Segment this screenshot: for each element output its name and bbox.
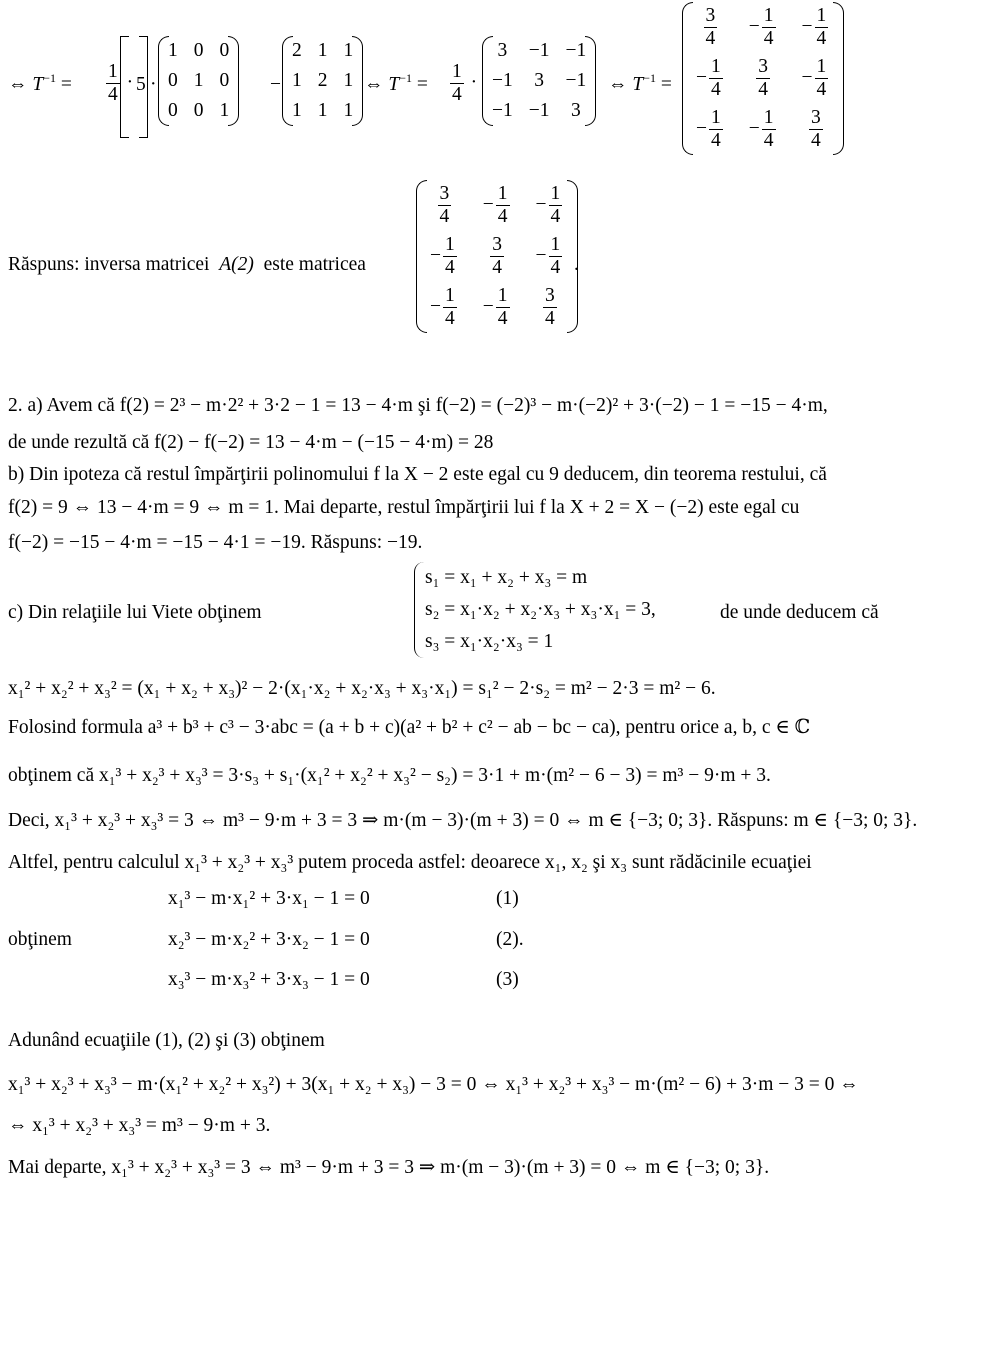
matrix-cell: − $\frac{1}{4}$ [430,234,455,278]
viete-system [414,562,656,658]
raspuns-text: Răspuns: inversa matricei A(2) este matricea [8,254,366,275]
matrix-cell: 2 [317,70,328,91]
matrix-cell: 1 [292,70,302,91]
matrix-cell: 0 [219,40,230,61]
matrix-cell: 3 [534,70,544,91]
line-adunand: Adunând ecuaţiile (1), (2) şi (3) obţinem [8,1030,325,1051]
matrix-cell: − $\frac{1}{4}$ [748,5,774,49]
matrix-cell: $\frac{3}{4}$ [545,285,555,329]
line-2a: 2. a) Avem că f(2) = 2³ − m·2² + 3·2 − 1 = 13 − 4·m şi f(−2) = (−2)³ − m·(−2)² + 3·(−2) − 1 = −15 − 4·m, [8,395,828,416]
line-2b-cont: f(2) = 9 ⇔ 13 − 4·m = 9 ⇔ m = 1. Mai departe, restul împărţirii lui f la X + 2 = X − (−2) este egal cu [8,497,800,518]
matrix-cell: −1 [528,100,550,121]
matrix-cell: 1 [343,70,354,91]
eq-2: x₂³ − m·x₂² + 3·x₂ − 1 = 0 [168,929,370,950]
matrix-cell: − $\frac{1}{4}$ [696,107,721,151]
matrix-cell: −1 [492,100,513,121]
iff-t-inverse-3: ⇔ $T^{-1}$ = [608,71,672,95]
matrix-cell: −1 [565,70,587,91]
line-altfel: Altfel, pentru calculul x₁³ + x₂³ + x₃³ putem proceda astfel: deoarece x₁, x₂ şi x₃ sunt rădăcinile ecuaţiei [8,852,812,873]
matrix-cell: 0 [168,70,178,91]
eq-1-tag: (1) [496,888,519,909]
matrix-cell: − $\frac{1}{4}$ [535,234,561,278]
line-2b-answer: f(−2) = −15 − 4·m = −15 − 4·1 = −19. Răspuns: −19. [8,532,423,553]
matrix-cell: 0 [168,100,178,121]
matrix-cell: −1 [528,40,550,61]
matrix-cell: − $\frac{1}{4}$ [482,285,508,329]
matrix-cell: 1 [168,40,178,61]
matrix-cell: $\frac{3}{4}$ [705,5,716,49]
iff-t-inverse-1: ⇔ $T^{-1}$ = [8,71,72,95]
matrix-cell: − $\frac{1}{4}$ [801,56,827,100]
matrix-cell: 1 [219,100,230,121]
matrix-cell: 3 [497,40,508,61]
eq-3: x₃³ − m·x₃² + 3·x₃ − 1 = 0 [168,969,370,990]
line-sum-eqs: x₁³ + x₂³ + x₃³ − m·(x₁² + x₂² + x₃²) + 3(x₁ + x₂ + x₃) − 3 = 0 ⇔ x₁³ + x₂³ + x₃³ − m·(m² − 6) + 3·m − 3 = 0 ⇔ [8,1074,859,1095]
line-2a-result: de unde rezultă că f(2) − f(−2) = 13 − 4·m − (−15 − 4·m) = 28 [8,432,494,453]
viete-s2: s₂ = x₁·x₂ + x₂·x₃ + x₃·x₁ = 3, [425,599,656,620]
eq-1: x₁³ − m·x₁² + 3·x₁ − 1 = 0 [168,888,370,909]
matrix-cell: −1 [565,40,587,61]
matrix-cell: − $\frac{1}{4}$ [430,285,455,329]
line-2b: b) Din ipoteza că restul împărţirii polinomului f la X − 2 este egal cu 9 deducem, din teorema restului, că [8,464,827,485]
line-formula: Folosind formula a³ + b³ + c³ − 3·abc = (a + b + c)(a² + b² + c² − ab − bc − ca), pentru orice a, b, c ∈ ℂ [8,717,811,738]
line-mai-departe: Mai departe, x₁³ + x₂³ + x₃³ = 3 ⇔ m³ − 9·m + 3 = 3 ⇒ m·(m − 3)·(m + 3) = 0 ⇔ m ∈ {−3; 0; 3}. [8,1157,770,1178]
line-sum-squares: x₁² + x₂² + x₃² = (x₁ + x₂ + x₃)² − 2·(x₁·x₂ + x₂·x₃ + x₃·x₁) = s₁² − 2·s₂ = m² − 2·3 = m² − 6. [8,678,716,699]
matrix-cell: 0 [219,70,230,91]
matrix-cell: 1 [343,100,354,121]
eq-2-tag: (2). [496,929,524,950]
matrix-cell: 0 [193,40,204,61]
matrix-cell: 2 [292,40,302,61]
matrix-cell: − $\frac{1}{4}$ [748,107,774,151]
matrix-cell: $\frac{3}{4}$ [439,183,450,227]
matrix-cell: −1 [492,70,513,91]
fraction-one-quarter: $\frac{1}{4}$ · [108,61,134,105]
matrix-cell: $\frac{3}{4}$ [758,56,768,100]
viete-s1: s₁ = x₁ + x₂ + x₃ = m [425,567,588,588]
bracket-group: 5 · 1 0 0 0 1 0 0 0 1 − 2 1 1 1 2 1 1 1 1 [120,36,148,138]
matrix-cell: − $\frac{1}{4}$ [696,56,721,100]
line-2c-intro: c) Din relaţiile lui Viete obţinem [8,602,262,623]
line-result-cubes: ⇔ x₁³ + x₂³ + x₃³ = m³ − 9·m + 3. [8,1115,271,1136]
matrix-cell: − $\frac{1}{4}$ [801,5,827,49]
final-inverse-matrix [684,2,842,155]
line-sum-cubes: obţinem că x₁³ + x₂³ + x₃³ = 3·s₃ + s₁·(x₁² + x₂² + x₃² − s₂) = 3·1 + m·(m² − 6 − 3) = m³ − 9·m + 3. [8,765,771,786]
matrix-cell: − $\frac{1}{4}$ [482,183,508,227]
eq-3-tag: (3) [496,969,519,990]
j-matrix [284,36,361,126]
label-obtinem: obţinem [8,929,72,950]
matrix-cell: $\frac{3}{4}$ [492,234,502,278]
matrix-cell: 1 [343,40,354,61]
identity-matrix [160,36,237,126]
line-2c-after: de unde deducem că [720,602,879,623]
raspuns-matrix [418,180,576,333]
scalar-five: 5 [136,74,146,95]
raspuns-block: Răspuns: inversa matricei A(2) este matricea $\frac{3}{4}$ − $\frac{1}{4}$ − $\frac{1}{4}$ − $\frac{1}{4}$ $\frac{3}{4}$ − $\frac{1}{4}$ − $\frac{1}{4}$ − $\frac{1}{4}$ $\frac{3}{4}$ . [8,180,998,350]
matrix-cell: − $\frac{1}{4}$ [535,183,561,227]
iff-t-inverse-2: ⇔ $T^{-1}$ = [364,71,428,95]
matrix-cell: 1 [292,100,302,121]
matrix-cell: 1 [317,40,328,61]
top-equation: ⇔ $T^{-1}$ = $\frac{1}{4}$ · 5 · 1 0 0 0 1 0 0 0 1 − 2 1 1 1 2 1 1 1 1 ⇔ $T^{-1}$ = $\frac{1}{4}$ · 3 −1 −1 −1 3 −1 −1 −1 3 ⇔ $T^{-1}$ = [8,36,998,136]
matrix-cell: 0 [193,100,204,121]
mid-matrix [484,36,594,126]
matrix-cell: 1 [317,100,328,121]
matrix-cell: $\frac{3}{4}$ [811,107,821,151]
viete-s3: s₃ = x₁·x₂·x₃ = 1 [425,631,554,652]
line-deci: Deci, x₁³ + x₂³ + x₃³ = 3 ⇔ m³ − 9·m + 3 = 3 ⇒ m·(m − 3)·(m + 3) = 0 ⇔ m ∈ {−3; 0; 3}. Răspuns: m ∈ {−3; 0; 3}. [8,810,918,831]
matrix-cell: 3 [571,100,581,121]
matrix-cell: 1 [193,70,204,91]
